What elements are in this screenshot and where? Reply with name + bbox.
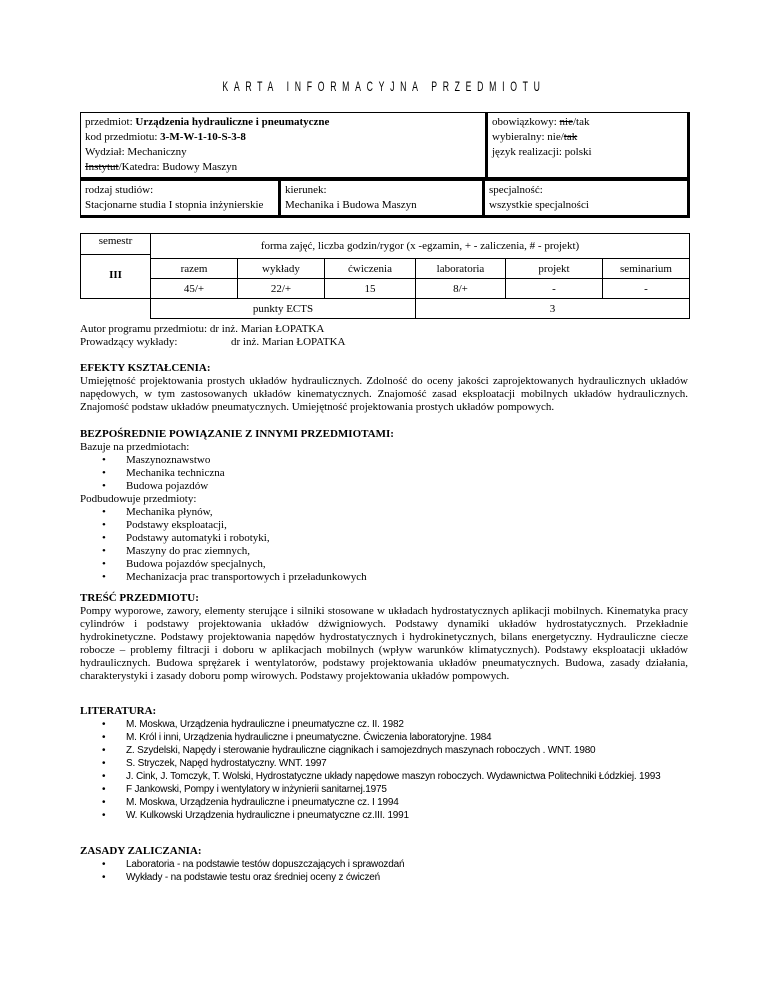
list-item: • Wykłady - na podstawie testu oraz średniej oceny z ćwiczeń	[126, 871, 688, 884]
rules-section	[80, 845, 688, 884]
val-razem: 45/+	[151, 279, 238, 299]
semester-label: semestr	[81, 234, 150, 255]
effects-text: Umiejętność projektowania prostych układów hydraulicznych. Zdolność do oceny jakości zaprojektowanych hydraulicznych układów napędowych, w tym zastosowanych układów kinematycznych. Znajomość zasad eksploatacji mobilnych układów hydraulicznych. Znajomość podstaw układów pneumatycznych. Umiejętność projektowania prostych układów pompowych.	[80, 375, 688, 413]
lecturer-label: Prowadzący wykłady:	[80, 336, 178, 348]
list-item: • J. Cink, J. Tomczyk, T. Wolski, Hydrostatyczne układy napędowe maszyn roboczych. Wydawnictwa Politechniki Łódzkiej. 1993	[126, 770, 688, 783]
col-projekt: projekt	[506, 259, 603, 279]
language: język realizacji: polski	[492, 146, 592, 158]
lecturer-name: dr inż. Marian ŁOPATKA	[231, 336, 346, 348]
elective-struck: tak	[563, 131, 578, 143]
list-item: • Mechanizacja prac transportowych i przeładunkowych	[126, 571, 688, 584]
code-line	[85, 130, 481, 145]
author-name: dr inż. Marian ŁOPATKA	[209, 323, 325, 335]
subject-header-table	[80, 112, 690, 180]
col-seminarium: seminarium	[603, 259, 690, 279]
document-title: KARTA INFORMACYJNA PRZEDMIOTU	[222, 78, 546, 94]
ects-label: punkty ECTS	[151, 299, 416, 319]
specialty-label: specjalność:	[489, 184, 543, 196]
list-item: • Budowa pojazdów	[126, 480, 688, 493]
literature-list	[80, 718, 688, 822]
forms-header: forma zajęć, liczba godzin/rygor (x -egzamin, + - zaliczenia, # - projekt)	[151, 234, 690, 259]
ects-value: 3	[416, 299, 690, 319]
col-razem: razem	[151, 259, 238, 279]
mandatory-value: /tak	[572, 116, 590, 128]
supports-label: Podbudowuje przedmioty:	[80, 493, 197, 505]
content-heading: TREŚĆ PRZEDMIOTU:	[80, 592, 199, 604]
val-seminarium: -	[603, 279, 690, 299]
schedule-table	[80, 233, 690, 319]
col-wyklady: wykłady	[238, 259, 325, 279]
list-item: • Mechanika płynów,	[126, 506, 688, 519]
list-item: • Mechanika techniczna	[126, 467, 688, 480]
department: /Katedra: Budowy Maszyn	[118, 161, 238, 173]
list-item: • Maszyny do prac ziemnych,	[126, 545, 688, 558]
rules-list	[80, 858, 688, 884]
col-cwiczenia: ćwiczenia	[325, 259, 416, 279]
authors	[80, 323, 345, 349]
direction-label: kierunek:	[285, 184, 327, 196]
val-laboratoria: 8/+	[416, 279, 506, 299]
list-item: • Podstawy eksploatacji,	[126, 519, 688, 532]
rules-heading: ZASADY ZALICZANIA:	[80, 845, 202, 857]
effects-heading: EFEKTY KSZTAŁCENIA:	[80, 362, 211, 374]
list-item: • Maszynoznawstwo	[126, 454, 688, 467]
code-label: kod przedmiotu:	[85, 131, 161, 143]
study-type-value: Stacjonarne studia I stopnia inżynierskie	[85, 199, 264, 211]
list-item: • S. Stryczek, Napęd hydrostatyczny. WNT. 1997	[126, 757, 688, 770]
val-projekt: -	[506, 279, 603, 299]
literature-section	[80, 705, 688, 822]
list-item: • Budowa pojazdów specjalnych,	[126, 558, 688, 571]
subject-info-cell	[81, 113, 487, 179]
list-item: • Laboratoria - na podstawie testów dopuszczających i sprawozdań	[126, 858, 688, 871]
elective-line	[492, 130, 683, 145]
content-text: Pompy wyporowe, zawory, elementy sterujące i silniki stosowane w układach hydrostatycznych aplikacji mobilnych. Kinematyka pracy cylindrów i podstawy projektowania układów dźwigniowych. Podstawy dynamiki układów hydrostatycznych. Przekładnie hydrokinetyczne. Podstawy projektowania napędów hydrostatycznych i hydrokinetycznych, bilans energetyczny. Hydrauliczne ciecze robocze – problemy filtracji i doboru w aplikacjach mobilnych (wpływ warunków klimatycznych). Podstawy eksploatacji układów hydraulicznych. Budowa sprężarek i wentylatorów, podstawy projektowania układów pneumatycznych. Budowa, zasady działania, charakterystyki i zasady doboru pomp wirowych. Podstawy projektowania układów pompowych.	[80, 605, 688, 682]
institute-struck: Instytut	[85, 161, 119, 173]
direction-cell	[280, 181, 484, 217]
study-table	[80, 180, 690, 218]
col-laboratoria: laboratoria	[416, 259, 506, 279]
relations-section	[80, 428, 688, 584]
list-item: • Z. Szydelski, Napędy i sterowanie hydrauliczne ciągnikach i samojezdnych maszynach roboczych . WNT. 1980	[126, 744, 688, 757]
specialty-value: wszystkie specjalności	[489, 199, 589, 211]
literature-heading: LITERATURA:	[80, 705, 157, 717]
study-type-cell	[81, 181, 280, 217]
subject-label: przedmiot:	[85, 116, 136, 128]
list-item: • M. Moskwa, Urządzenia hydrauliczne i pneumatyczne cz. I 1994	[126, 796, 688, 809]
effects-section	[80, 362, 688, 414]
ects-spacer	[81, 299, 151, 319]
elective-label: wybieralny: nie/	[492, 131, 564, 143]
semester-value: III	[109, 269, 122, 281]
mandatory-label: obowiązkowy:	[492, 116, 560, 128]
content-section	[80, 592, 688, 683]
based-label: Bazuje na przedmiotach:	[80, 441, 190, 453]
specialty-cell	[484, 181, 689, 217]
author-label: Autor programu przedmiotu:	[80, 323, 208, 335]
faculty: Wydział: Mechaniczny	[85, 146, 187, 158]
lecturer-line	[80, 336, 345, 349]
subject-status-cell	[487, 113, 689, 179]
study-type-label: rodzaj studiów:	[85, 184, 154, 196]
relations-heading: BEZPOŚREDNIE POWIĄZANIE Z INNYMI PRZEDMIOTAMI:	[80, 428, 394, 440]
semester-column	[81, 234, 151, 299]
list-item: • Podstawy automatyki i robotyki,	[126, 532, 688, 545]
direction-value: Mechanika i Budowa Maszyn	[285, 199, 417, 211]
list-item: • M. Król i inni, Urządzenia hydrauliczne i pneumatyczne. Ćwiczenia laboratoryjne. 1984	[126, 731, 688, 744]
val-wyklady: 22/+	[238, 279, 325, 299]
author-line	[80, 323, 345, 336]
subject-line	[85, 115, 481, 130]
mandatory-line	[492, 115, 683, 130]
supports-list	[80, 506, 688, 584]
subject-code: 3-M-W-1-10-S-3-8	[160, 131, 246, 143]
list-item: • M. Moskwa, Urządzenia hydrauliczne i pneumatyczne cz. II. 1982	[126, 718, 688, 731]
list-item: • W. Kulkowski Urządzenia hydrauliczne i pneumatyczne cz.III. 1991	[126, 809, 688, 822]
val-cwiczenia: 15	[325, 279, 416, 299]
mandatory-struck: nie	[559, 116, 573, 128]
subject-name: Urządzenia hydrauliczne i pneumatyczne	[135, 116, 330, 128]
based-list	[80, 454, 688, 493]
list-item: • F Jankowski, Pompy i wentylatory w inżynierii sanitarnej.1975	[126, 783, 688, 796]
department-line	[85, 160, 481, 175]
